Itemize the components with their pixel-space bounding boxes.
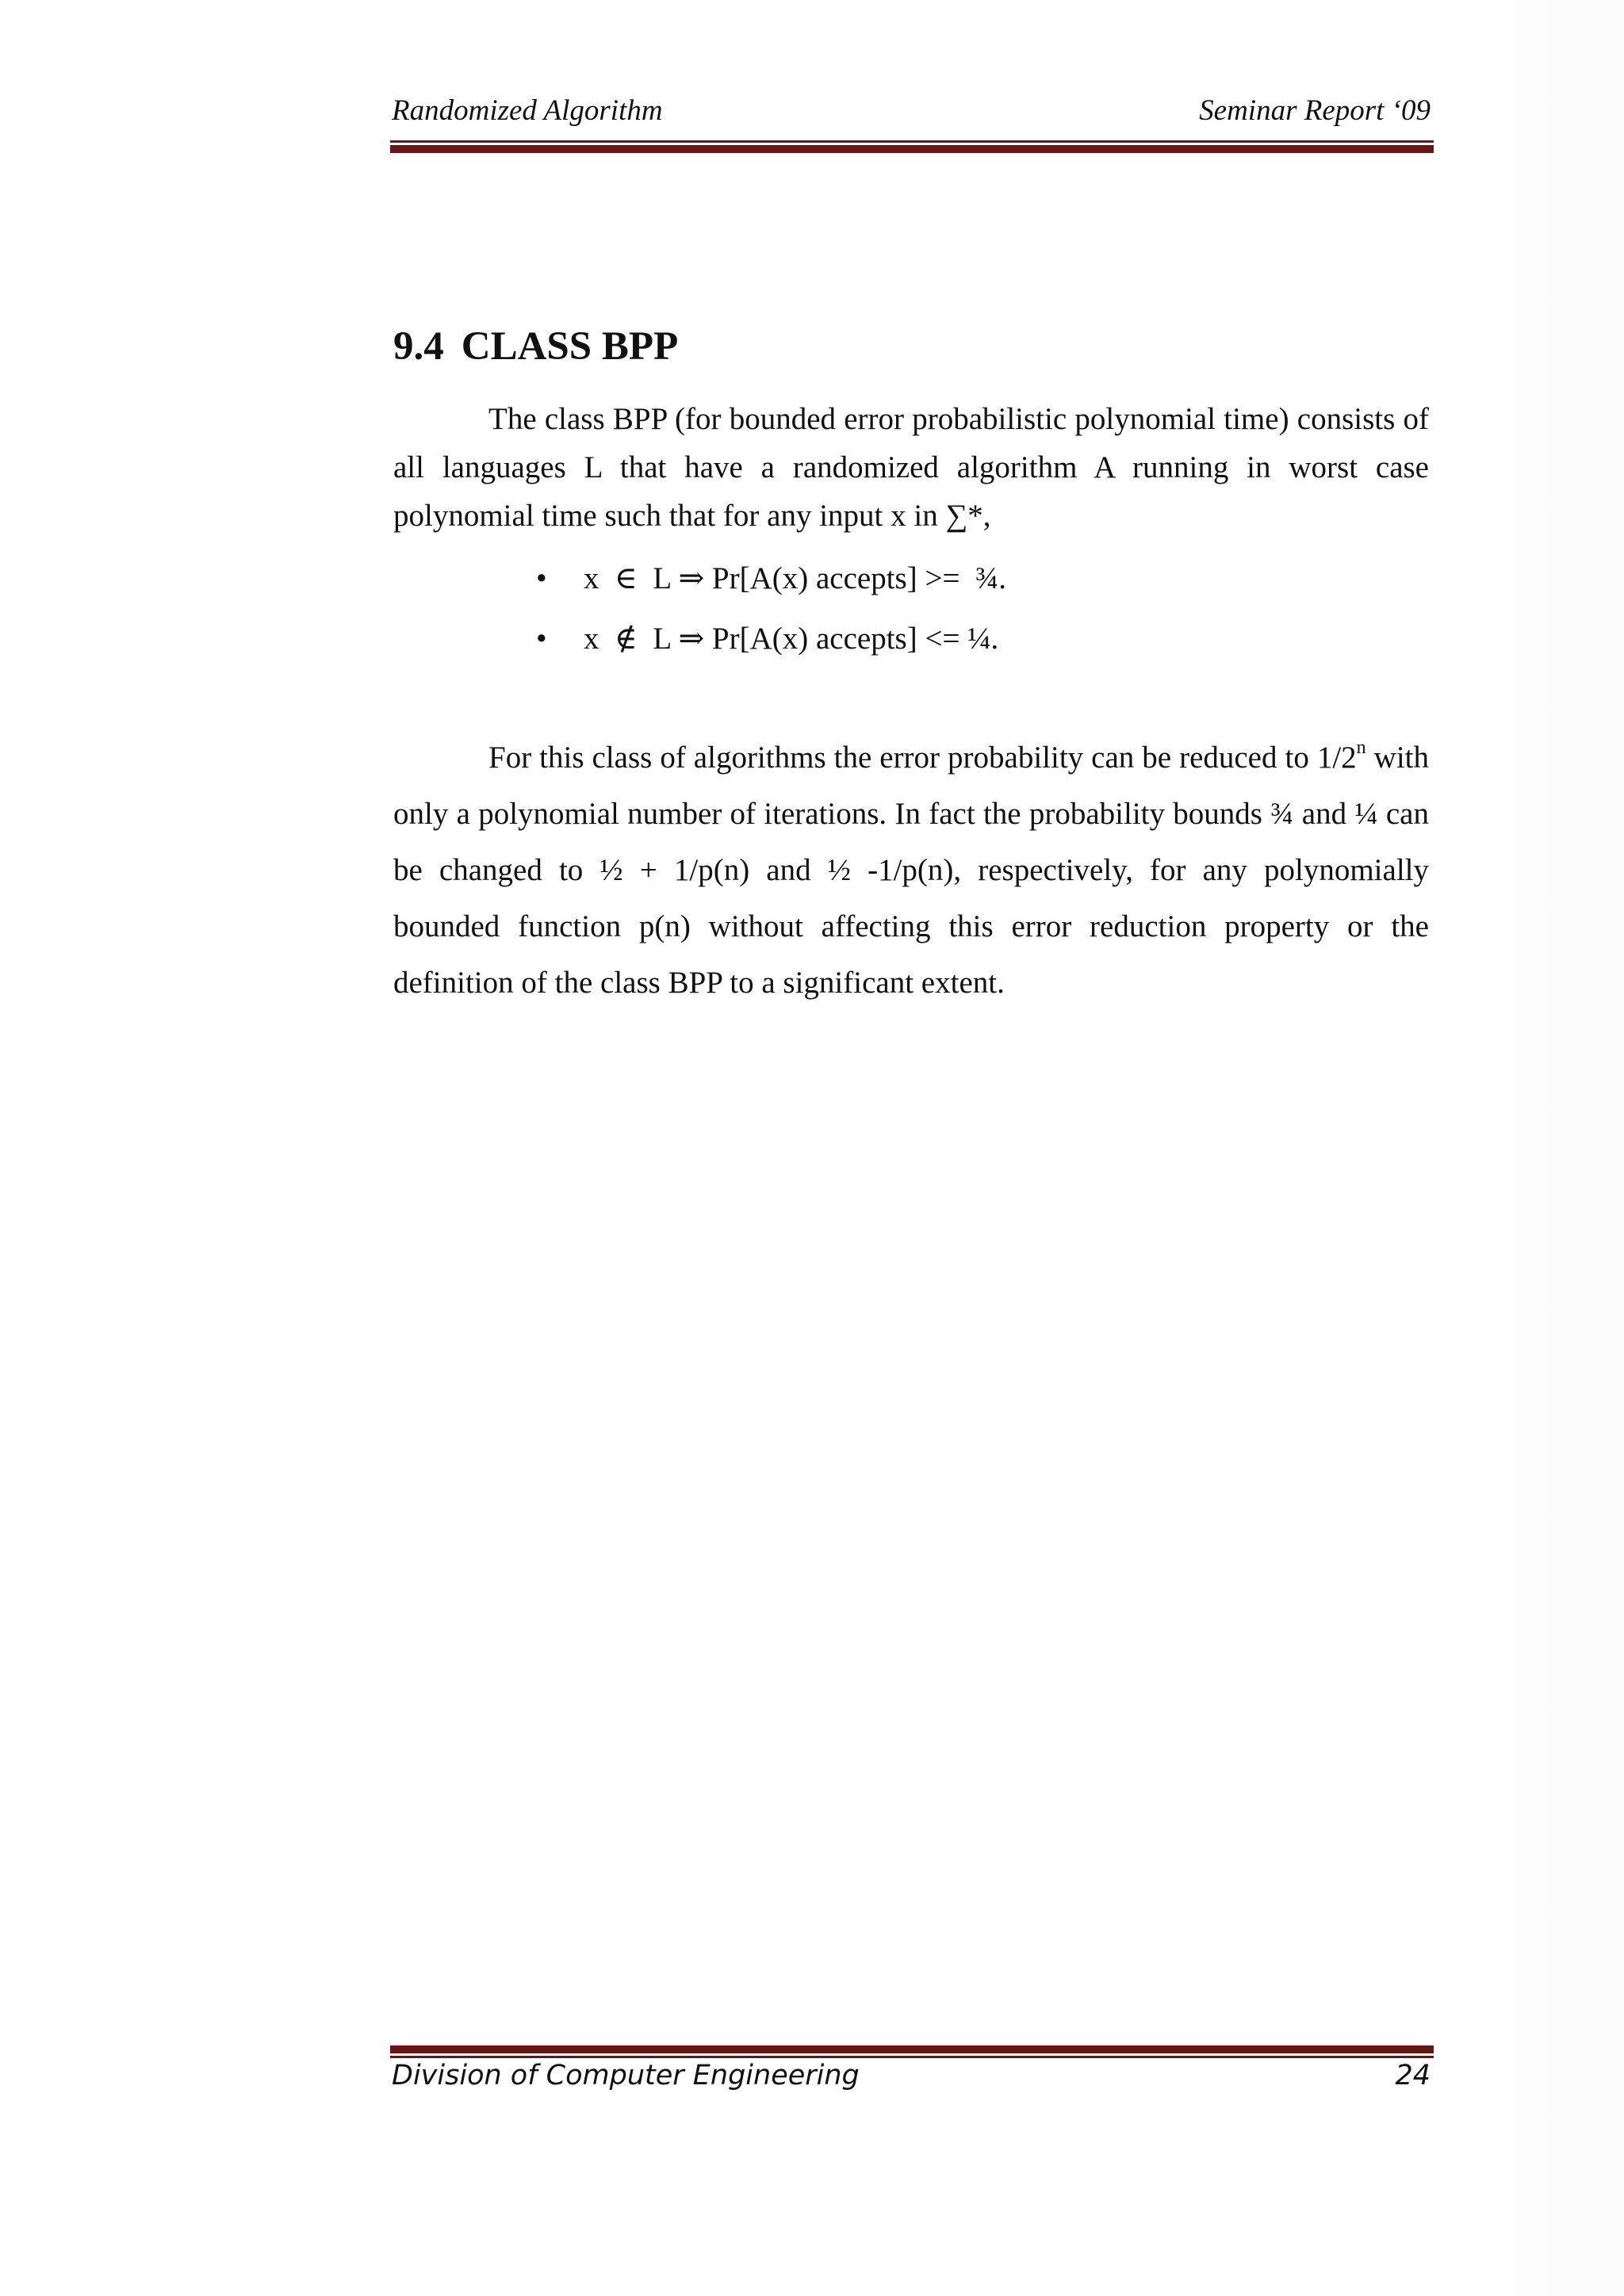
- footer-rule-thin: [390, 2056, 1434, 2058]
- list-item: [536, 609, 1006, 669]
- page-edge-shadow: [1435, 0, 1624, 2296]
- header-title: Randomized Algorithm: [392, 94, 663, 127]
- exponent-n: n: [1356, 737, 1366, 758]
- paragraph-definition: [393, 395, 1429, 540]
- page-number: 24: [1395, 2060, 1431, 2091]
- section-heading: [393, 323, 678, 369]
- section-number: 9.4: [393, 324, 444, 369]
- paragraph-error-reduction: [393, 720, 1429, 1011]
- footer-rule-thick: [390, 2045, 1434, 2053]
- header-rule-thick: [390, 145, 1434, 153]
- paragraph-error-lead: For this class of algorithms the error probability can be reduced to 1/2: [488, 740, 1357, 775]
- footer-division: Division of Computer Engineering: [392, 2060, 860, 2091]
- condition-accept: x ∈ L ⇒ Pr[A(x) accepts] >= ¾.: [584, 561, 1006, 595]
- header-rule-thin: [390, 140, 1434, 143]
- condition-reject: x ∉ L ⇒ Pr[A(x) accepts] <= ¼.: [584, 622, 999, 656]
- header-text-row: [392, 94, 1431, 141]
- bullet-icon: •: [536, 561, 547, 595]
- section-title: CLASS BPP: [461, 324, 679, 369]
- paragraph-error-rest: with only a polynomial number of iterations. In fact the probability bounds ¾ and ¼ can be changed to ½ + 1/p(n) and ½ -1/p(n), respectively, for any polynomially bounded function p(n) without affecting this error reduction property or the definition of the class BPP to a significant extent.: [393, 740, 1430, 1000]
- condition-list: [536, 549, 1006, 669]
- footer-text-row: [392, 2060, 1431, 2107]
- bullet-icon: •: [536, 622, 547, 656]
- paragraph-definition-text: The class BPP (for bounded error probabilistic polynomial time) consists of all languages L that have a randomized algorithm A running in worst case polynomial time such that for any input x in ∑*,: [393, 402, 1429, 533]
- header-report-label: Seminar Report ‘09: [1199, 94, 1431, 127]
- list-item: [536, 549, 1006, 609]
